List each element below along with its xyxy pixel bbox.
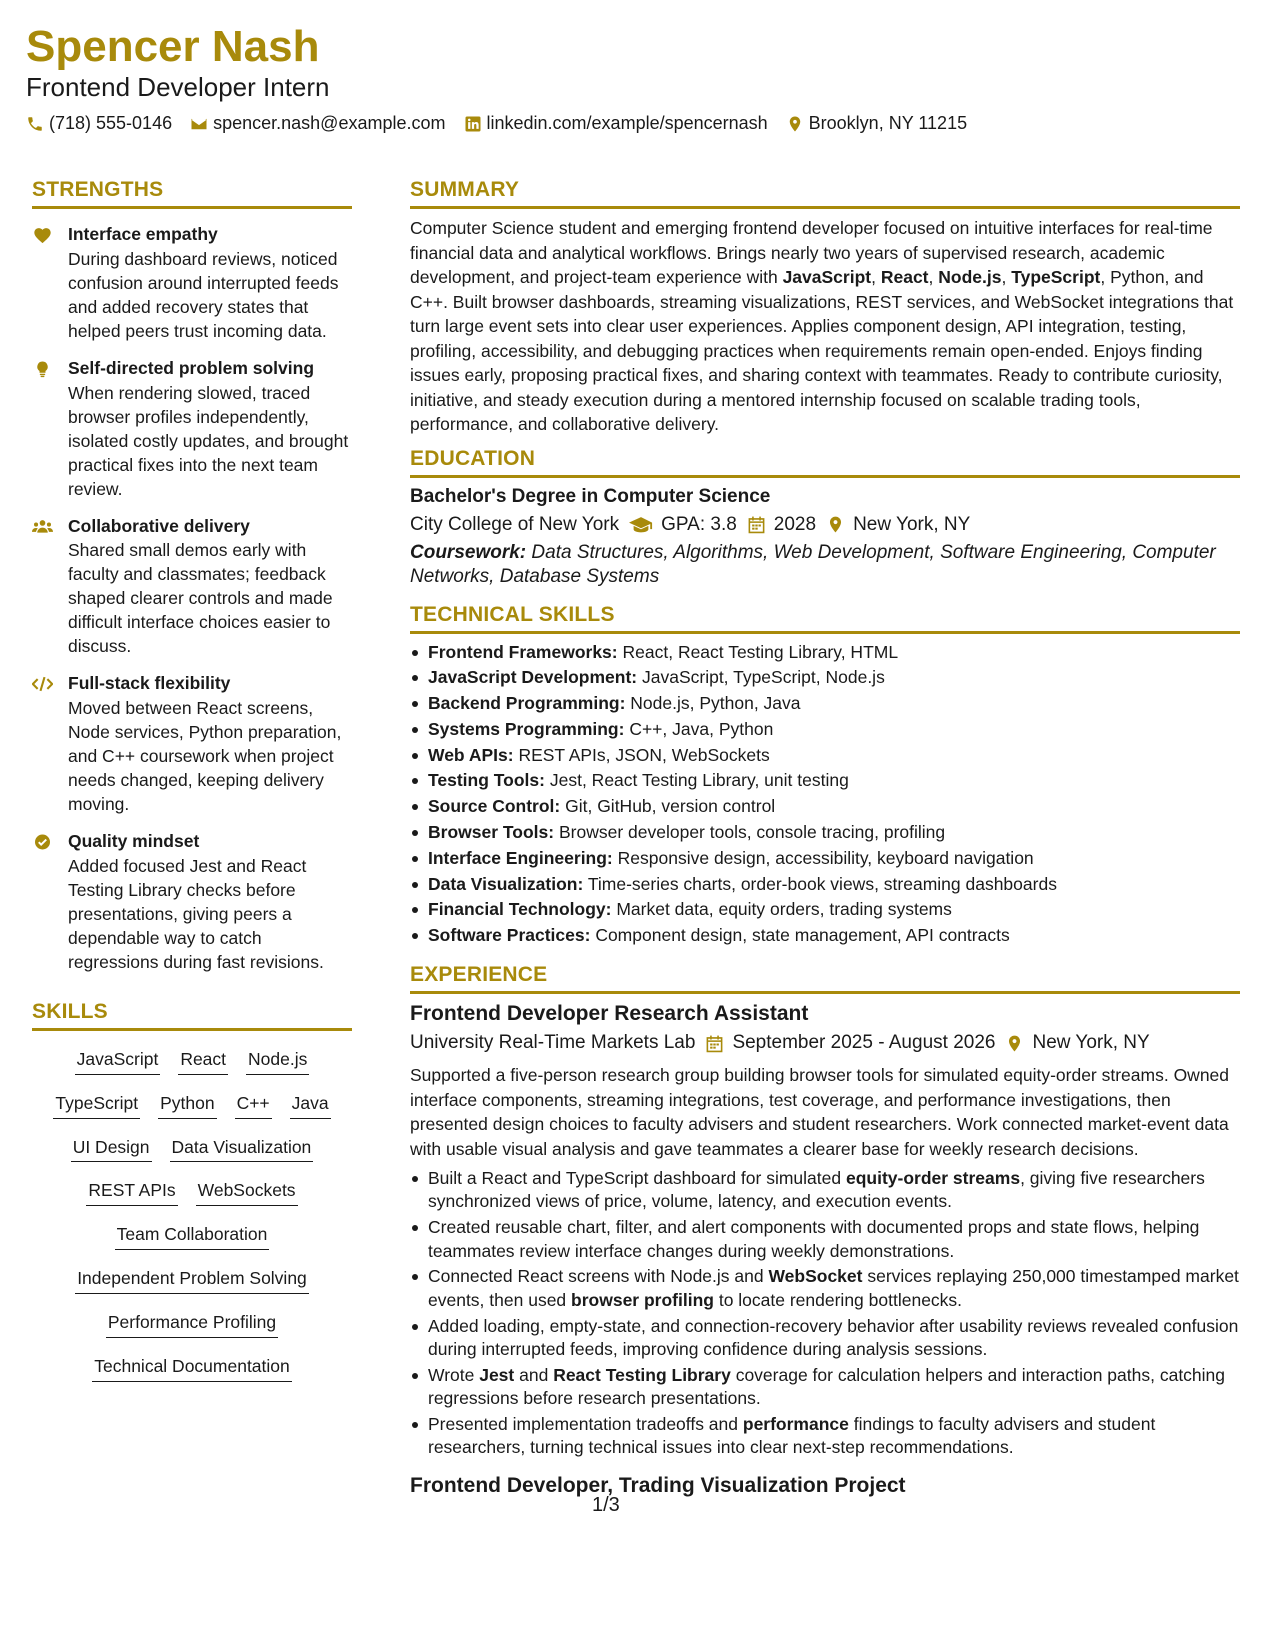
text-segment: , xyxy=(928,267,939,287)
strength-item xyxy=(32,672,352,816)
right-column xyxy=(410,178,1240,1498)
text-segment: Computer Science student and emerging frontend developer focused on intuitive interfaces for real-time financial data and analytical workflows. Brings nearly two years of supervised research, academic development, and project-team experience with xyxy=(410,218,1213,287)
candidate-name: Spencer Nash xyxy=(26,22,320,71)
contact-text: Brooklyn, NY 11215 xyxy=(808,113,968,134)
users-icon xyxy=(32,518,53,536)
job-title: Frontend Developer, Trading Visualization Project xyxy=(410,1473,906,1497)
resume-header xyxy=(26,22,1246,134)
strength-text: During dashboard reviews, noticed confusion around interrupted feeds and added recovery states that helped peers trust incoming data. xyxy=(68,248,339,341)
text-segment: Connected React screens with Node.js and xyxy=(428,1266,769,1287)
skill-chip: React xyxy=(178,1049,228,1075)
skill-chip: Java xyxy=(290,1093,331,1119)
skills-section xyxy=(32,1000,352,1382)
experience-heading: EXPERIENCE xyxy=(410,963,1240,994)
text-segment: findings to faculty advisers and student researchers, turning technical issues into clear next-step recommendations. xyxy=(428,1414,1156,1458)
list-item xyxy=(410,820,1240,846)
education-heading: EDUCATION xyxy=(410,447,1240,478)
skill-chip: TypeScript xyxy=(53,1093,140,1119)
bold-text: React xyxy=(880,267,929,287)
list-item xyxy=(410,897,1240,923)
list-item xyxy=(410,717,1240,743)
map-pin-icon xyxy=(786,115,804,133)
skill-values: Browser developer tools, console tracing, profiling xyxy=(558,822,946,843)
list-item xyxy=(410,1413,1240,1460)
strength-text: Shared small demos early with faculty and classmates; feedback shaped clearer controls and made difficult interface choices easier to discuss. xyxy=(68,540,333,657)
skill-chip: REST APIs xyxy=(86,1180,177,1206)
coursework-list: Data Structures, Algorithms, Web Development, Software Engineering, Computer Networks, Database Systems xyxy=(410,541,1216,587)
list-item xyxy=(410,768,1240,794)
bold-text: browser profiling xyxy=(571,1289,714,1310)
text-segment: , giving five researchers synchronized views of price, volume, latency, and execution events. xyxy=(428,1168,1205,1212)
education-meta xyxy=(410,514,1240,536)
code-icon xyxy=(32,675,53,693)
strength-item xyxy=(32,515,352,659)
text-segment: services replaying 250,000 timestamped market events, then used xyxy=(428,1266,1239,1310)
phone-icon xyxy=(26,115,44,133)
skill-category: Interface Engineering: xyxy=(428,847,613,868)
summary-heading: SUMMARY xyxy=(410,178,1240,209)
contact-text: (718) 555-0146 xyxy=(49,113,173,134)
graduation-year: 2028 xyxy=(773,513,817,535)
degree-name: Bachelor's Degree in Computer Science xyxy=(410,485,771,507)
job-location: New York, NY xyxy=(1032,1032,1150,1054)
calendar-icon xyxy=(705,1034,724,1053)
summary-section xyxy=(410,178,1240,437)
contact-location xyxy=(786,113,967,134)
text-segment: , xyxy=(1001,267,1012,287)
skill-category: Systems Programming: xyxy=(428,718,625,739)
text-segment: , Python, and C++. Built browser dashboards, streaming visualizations, REST services, and WebSocket integrations that turn large event sets into clear user experiences. Applies component design, API integration, testing, profiling, accessibility, and debugging practices when requirements remain open-ended. Enjoys finding issues early, proposing practical fixes, and sharing context with teammates. Ready to contribute curiosity, initiative, and steady execution during a mentored internship focused on scalable trading tools, performance, and collaborative delivery. xyxy=(410,267,1234,434)
experience-section xyxy=(410,963,1240,1498)
skills-heading: SKILLS xyxy=(32,1000,352,1031)
skill-category: JavaScript Development: xyxy=(428,667,638,688)
strength-text: Moved between React screens, Node services, Python preparation, and C++ coursework when project needs changed, keeping delivery moving. xyxy=(68,698,342,814)
skill-chip: Technical Documentation xyxy=(92,1356,292,1382)
technical-skills-list xyxy=(410,640,1240,950)
contact-phone[interactable] xyxy=(26,113,172,134)
strength-item xyxy=(32,223,352,343)
bold-text: TypeScript xyxy=(1011,267,1101,287)
linkedin-icon xyxy=(464,115,482,133)
skill-values: Market data, equity orders, trading systems xyxy=(616,899,952,920)
bold-text: equity-order streams xyxy=(845,1168,1021,1189)
list-item xyxy=(410,1364,1240,1411)
strength-heading: Collaborative delivery xyxy=(68,515,250,536)
list-item xyxy=(410,665,1240,691)
text-segment: Created reusable chart, filter, and alert components with documented props and state flows, helping teammates review interface changes during weekly demonstrations. xyxy=(428,1217,1200,1261)
skill-values: Component design, state management, API contracts xyxy=(595,925,1010,946)
lightbulb-icon xyxy=(32,360,53,378)
text-segment: coverage for calculation helpers and interaction paths, catching regressions before research presentations. xyxy=(428,1364,1226,1409)
skill-category: Frontend Frameworks: xyxy=(428,641,618,662)
skill-chip: Node.js xyxy=(246,1049,309,1075)
skill-values: Jest, React Testing Library, unit testing xyxy=(549,770,849,791)
strength-item xyxy=(32,830,352,974)
technical-skills-heading: TECHNICAL SKILLS xyxy=(410,603,1240,634)
skills-chip-list xyxy=(32,1049,352,1382)
contact-row xyxy=(26,113,1246,134)
text-segment: Presented implementation tradeoffs and xyxy=(428,1414,743,1434)
gpa: GPA: 3.8 xyxy=(661,513,737,535)
summary-text xyxy=(410,216,1240,437)
skill-chip: Performance Profiling xyxy=(106,1312,278,1338)
education-section xyxy=(410,447,1240,589)
list-item xyxy=(410,743,1240,769)
contact-linkedin[interactable] xyxy=(464,113,768,134)
left-column xyxy=(32,178,352,1382)
strength-heading: Quality mindset xyxy=(68,831,200,851)
skill-category: Web APIs: xyxy=(428,744,514,765)
job-title: Frontend Developer Research Assistant xyxy=(410,1002,809,1026)
bold-text: performance xyxy=(742,1414,849,1434)
strengths-heading: STRENGTHS xyxy=(32,178,352,209)
skill-chip: C++ xyxy=(235,1093,272,1119)
bold-text: React Testing Library xyxy=(553,1364,731,1385)
school-name: City College of New York xyxy=(410,513,620,535)
list-item xyxy=(410,1216,1240,1263)
text-segment: and xyxy=(514,1364,554,1385)
skill-values: C++, Java, Python xyxy=(629,718,774,739)
skill-category: Software Practices: xyxy=(428,925,591,946)
skill-category: Testing Tools: xyxy=(428,770,545,791)
job-description: Supported a five-person research group building browser tools for simulated equity-order streams. Owned interface components, streaming integrations, test coverage, and performance investigations, then presented design choices to faculty advisers and student researchers. Work connected market-event data with usable visual analysis and gave teammates a clearer base for weekly research decisions. xyxy=(410,1065,1230,1159)
list-item xyxy=(410,872,1240,898)
strength-item xyxy=(32,357,352,501)
skill-values: Node.js, Python, Java xyxy=(630,693,801,714)
heart-icon xyxy=(32,226,53,244)
list-item xyxy=(410,846,1240,872)
bold-text: JavaScript xyxy=(782,267,872,287)
coursework-label: Coursework: xyxy=(410,541,527,563)
skill-values: JavaScript, TypeScript, Node.js xyxy=(641,667,885,688)
skill-category: Browser Tools: xyxy=(428,822,555,843)
skill-values: React, React Testing Library, HTML xyxy=(622,641,899,662)
list-item xyxy=(410,1265,1240,1312)
skill-values: REST APIs, JSON, WebSockets xyxy=(518,744,770,765)
skill-chip: Team Collaboration xyxy=(115,1224,270,1250)
map-pin-icon xyxy=(1005,1034,1024,1053)
skill-values: Time-series charts, order-book views, streaming dashboards xyxy=(587,873,1057,894)
education-location: New York, NY xyxy=(853,513,971,535)
job-dates: September 2025 - August 2026 xyxy=(732,1032,996,1054)
contact-text: linkedin.com/example/spencernash xyxy=(486,113,768,134)
text-segment: , xyxy=(871,267,881,287)
map-pin-icon xyxy=(826,515,845,534)
list-item xyxy=(410,691,1240,717)
graduation-cap-icon xyxy=(629,515,653,534)
text-segment: Wrote xyxy=(428,1364,480,1385)
calendar-icon xyxy=(747,515,766,534)
job-bullets xyxy=(410,1167,1240,1460)
skill-category: Source Control: xyxy=(428,796,561,817)
text-segment: Built a React and TypeScript dashboard for simulated xyxy=(428,1168,846,1189)
skill-category: Financial Technology: xyxy=(428,899,612,920)
list-item xyxy=(410,1315,1240,1362)
skill-category: Data Visualization: xyxy=(428,873,584,894)
skill-chip: Python xyxy=(158,1093,216,1119)
skill-chip: UI Design xyxy=(71,1137,152,1163)
list-item xyxy=(410,923,1240,949)
candidate-title: Frontend Developer Intern xyxy=(26,72,330,103)
strength-heading: Interface empathy xyxy=(68,224,218,244)
envelope-icon xyxy=(190,115,208,133)
strength-text: When rendering slowed, traced browser profiles independently, isolated costly updates, and brought practical fixes into the next team review. xyxy=(68,382,349,499)
skill-values: Git, GitHub, version control xyxy=(565,796,776,817)
page-number: 1/3 xyxy=(592,1494,620,1516)
check-circle-icon xyxy=(32,833,53,851)
skill-chip: JavaScript xyxy=(75,1049,161,1075)
bold-text: Jest xyxy=(479,1364,515,1385)
strength-heading: Full-stack flexibility xyxy=(68,673,231,694)
bold-text: Node.js xyxy=(938,267,1002,287)
list-item xyxy=(410,794,1240,820)
organization: University Real-Time Markets Lab xyxy=(410,1032,696,1054)
contact-text: spencer.nash@example.com xyxy=(213,113,446,134)
text-segment: Added loading, empty-state, and connection-recovery behavior after usability reviews revealed confusion during interrupted feeds, improving confidence during analysis sessions. xyxy=(428,1315,1239,1359)
skill-chip: WebSockets xyxy=(196,1180,298,1206)
list-item xyxy=(410,1167,1240,1214)
strength-text: Added focused Jest and React Testing Library checks before presentations, giving peers a dependable way to catch regressions during fast revisions. xyxy=(68,855,324,972)
list-item xyxy=(410,640,1240,666)
strength-heading: Self-directed problem solving xyxy=(68,357,315,378)
skill-chip: Data Visualization xyxy=(170,1137,314,1163)
skill-values: Responsive design, accessibility, keyboard navigation xyxy=(617,847,1034,868)
text-segment: to locate rendering bottlenecks. xyxy=(713,1289,963,1310)
skill-chip: Independent Problem Solving xyxy=(75,1268,309,1294)
job-meta xyxy=(410,1032,1240,1054)
bold-text: WebSocket xyxy=(768,1266,863,1287)
coursework xyxy=(410,541,1240,589)
contact-email[interactable] xyxy=(190,113,445,134)
technical-skills-section xyxy=(410,603,1240,950)
skill-category: Backend Programming: xyxy=(428,693,626,714)
